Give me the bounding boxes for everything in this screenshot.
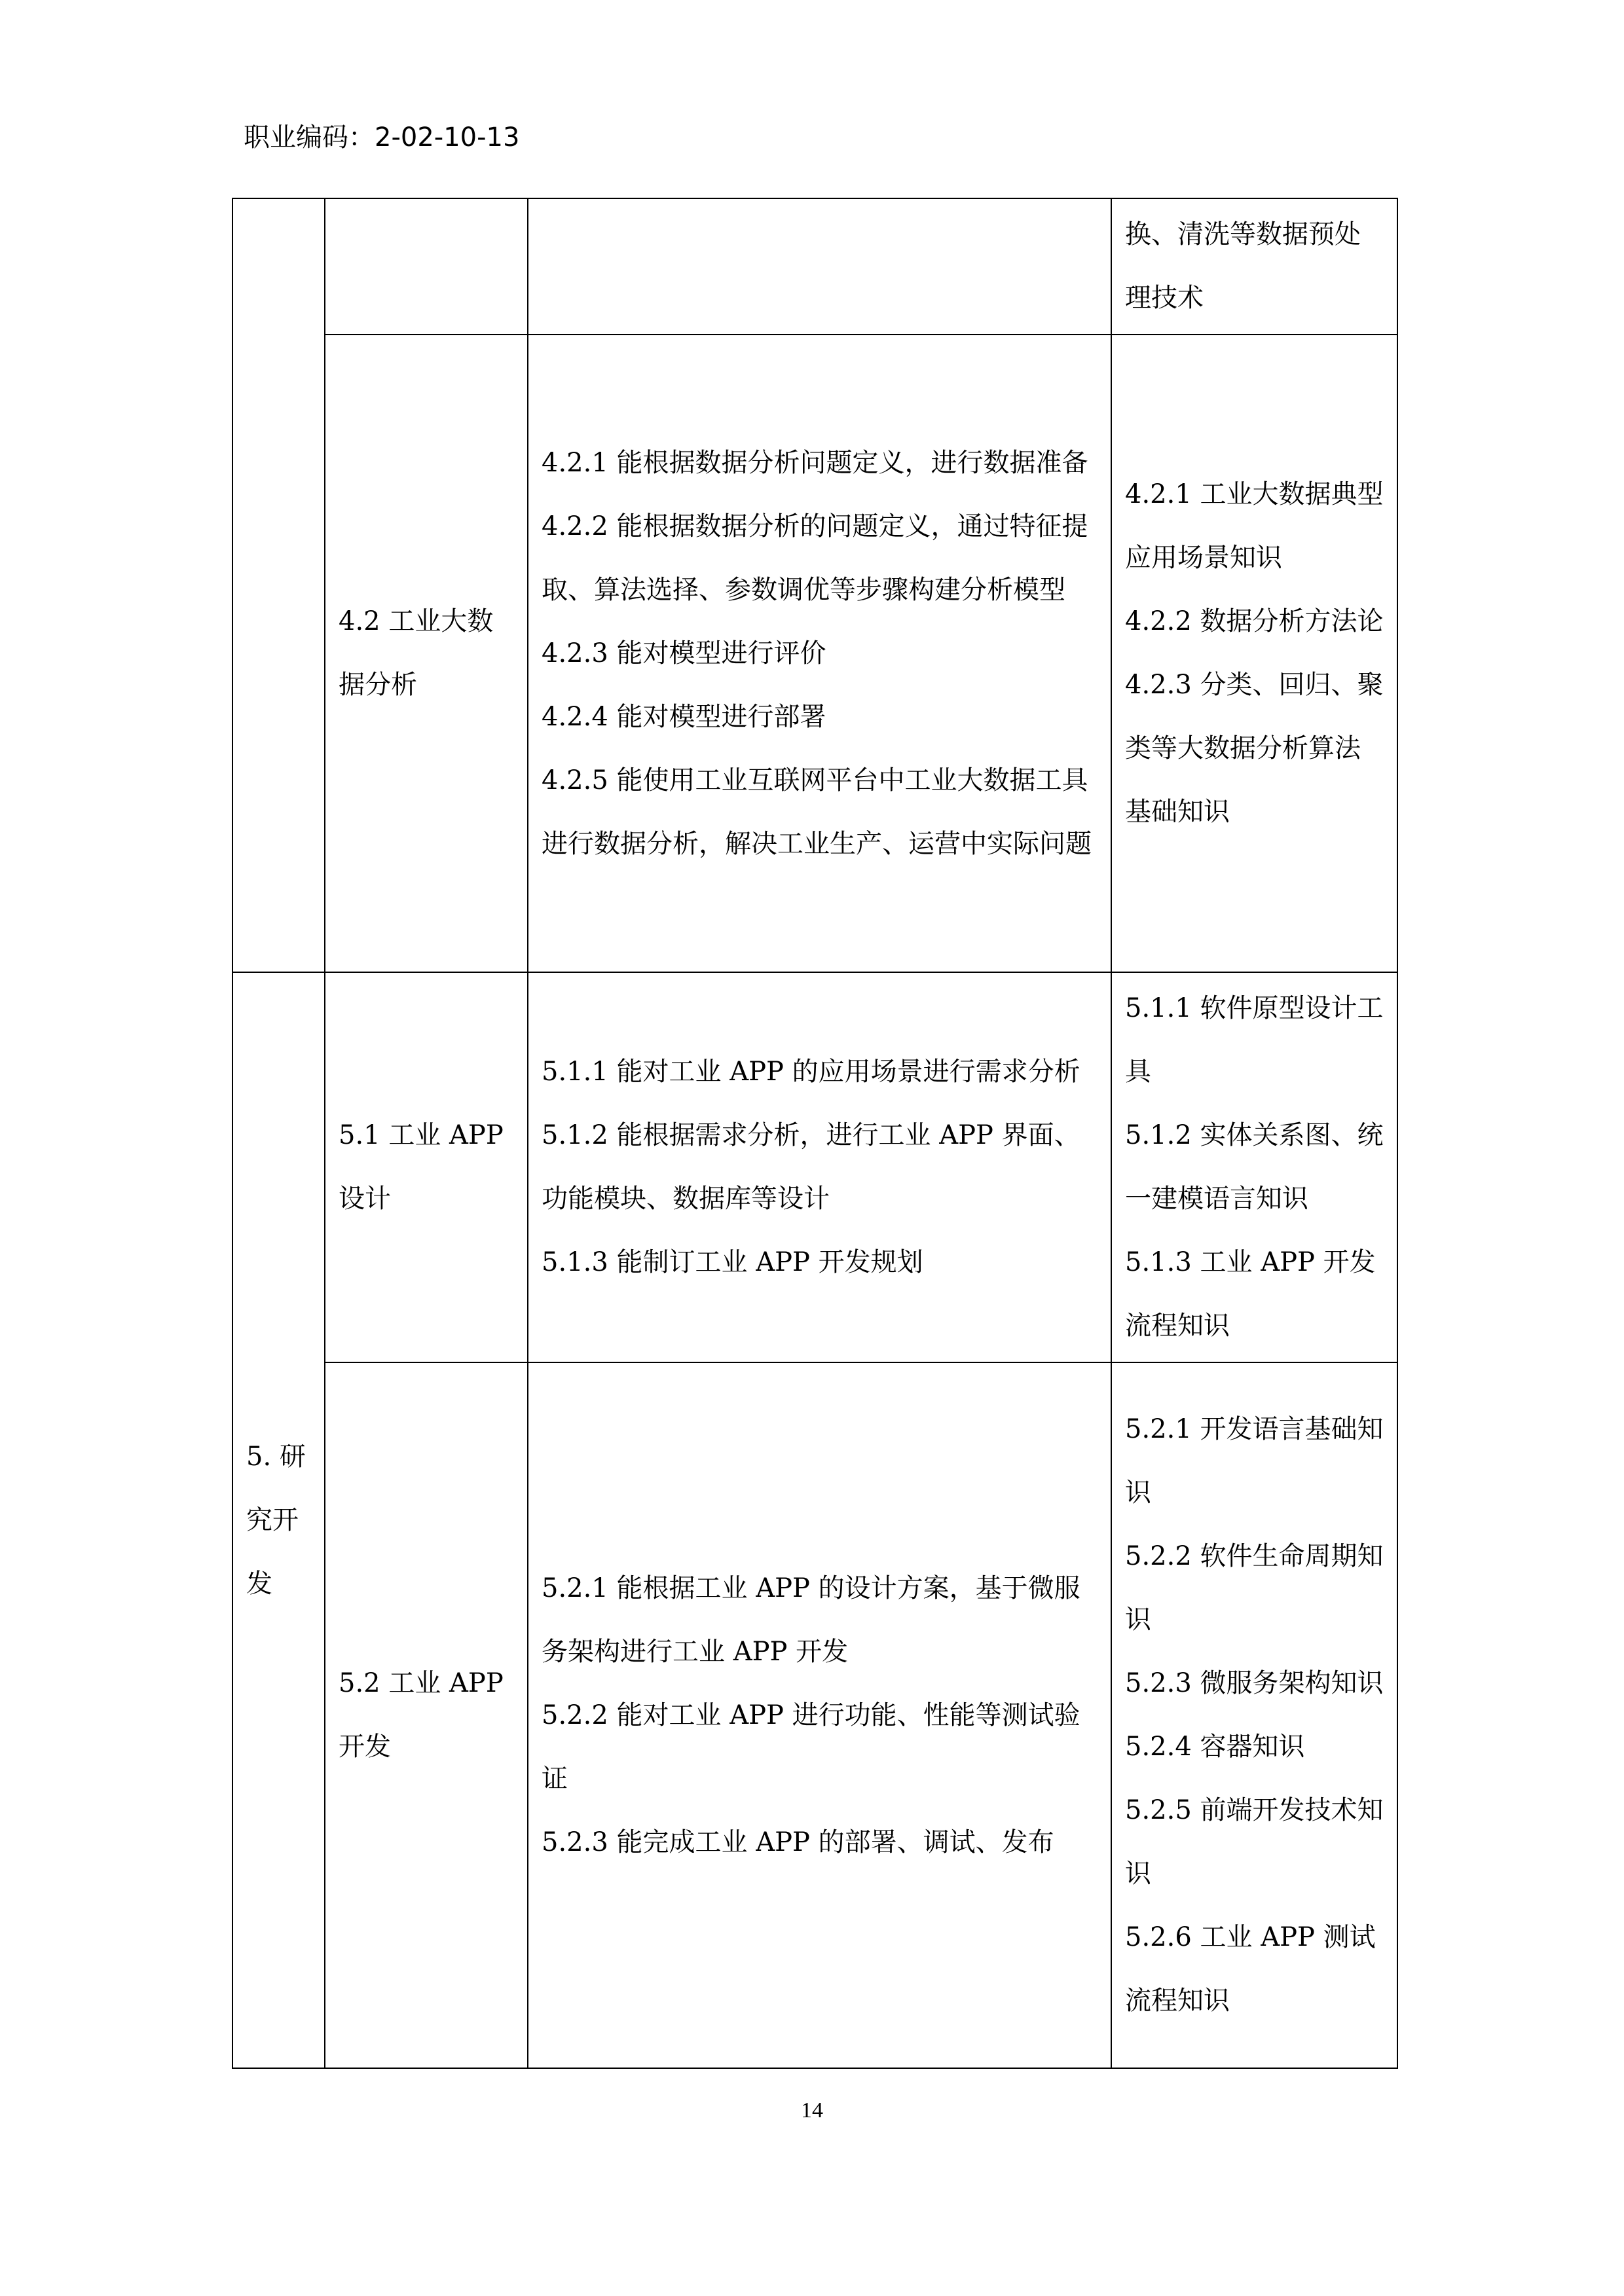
knowledge-item: 4.2.2 数据分析方法论 [1125, 606, 1384, 636]
knowledge-cell [1111, 335, 1397, 972]
knowledge-item: 5.2.2 软件生命周期知识 [1125, 1541, 1384, 1635]
knowledge-item: 4.2.3 分类、回归、聚类等大数据分析算法基础知识 [1125, 670, 1384, 827]
knowledge-item: 5.2.6 工业 APP 测试流程知识 [1125, 1922, 1376, 2016]
skills-cell [528, 335, 1111, 972]
skill-item: 4.2.5 能使用工业互联网平台中工业大数据工具进行数据分析，解决工业生产、运营中实际问题 [542, 765, 1092, 859]
skill-item: 5.1.3 能制订工业 APP 开发规划 [542, 1247, 923, 1277]
knowledge-item: 5.1.2 实体关系图、统一建模语言知识 [1125, 1120, 1384, 1214]
knowledge-cell [1111, 972, 1397, 1362]
skill-item: 5.1.2 能根据需求分析，进行工业 APP 界面、功能模块、数据库等设计 [542, 1120, 1080, 1214]
item-cell: 5.2 工业 APP 开发 [325, 1362, 528, 2068]
skill-item: 4.2.1 能根据数据分析问题定义，进行数据准备 [542, 447, 1088, 478]
item-cell: 4.2 工业大数据分析 [325, 335, 528, 972]
knowledge-item: 5.2.3 微服务架构知识 [1125, 1668, 1384, 1698]
skills-cell [528, 1362, 1111, 2068]
skill-item: 5.2.2 能对工业 APP 进行功能、性能等测试验证 [542, 1700, 1080, 1794]
skill-requirements-table [232, 198, 1398, 2069]
knowledge-item: 5.2.5 前端开发技术知识 [1125, 1795, 1384, 1889]
skill-item: 4.2.2 能根据数据分析的问题定义，通过特征提取、算法选择、参数调优等步骤构建分析模型 [542, 511, 1088, 605]
table-row [232, 972, 1397, 1362]
occupation-code: 职业编码：2-02-10-13 [244, 122, 520, 153]
table-row [232, 1362, 1397, 2068]
skill-item: 5.2.1 能根据工业 APP 的设计方案，基于微服务架构进行工业 APP 开发 [542, 1573, 1080, 1667]
skill-item: 5.1.1 能对工业 APP 的应用场景进行需求分析 [542, 1057, 1080, 1087]
knowledge-line: 换、清洗等数据预处 [1125, 219, 1361, 249]
skills-cell [528, 972, 1111, 1362]
knowledge-item: 5.1.1 软件原型设计工具 [1125, 993, 1384, 1087]
knowledge-item: 5.2.1 开发语言基础知识 [1125, 1414, 1384, 1508]
unit-cell: 5. 研究开发 [232, 972, 325, 2068]
page-number: 14 [801, 2098, 823, 2123]
skill-item: 5.2.3 能完成工业 APP 的部署、调试、发布 [542, 1827, 1054, 1857]
knowledge-item: 5.2.4 容器知识 [1125, 1732, 1305, 1762]
table-row [232, 198, 1397, 335]
knowledge-cell [1111, 198, 1397, 335]
knowledge-item: 5.1.3 工业 APP 开发流程知识 [1125, 1247, 1376, 1341]
unit-cell [232, 198, 325, 972]
skills-cell [528, 198, 1111, 335]
skill-item: 4.2.4 能对模型进行部署 [542, 701, 826, 732]
item-cell: 5.1 工业 APP 设计 [325, 972, 528, 1362]
skill-item: 4.2.3 能对模型进行评价 [542, 638, 826, 668]
table-row [232, 335, 1397, 972]
knowledge-line: 理技术 [1125, 283, 1204, 313]
item-cell [325, 198, 528, 335]
knowledge-cell [1111, 1362, 1397, 2068]
knowledge-item: 4.2.1 工业大数据典型应用场景知识 [1125, 479, 1384, 573]
